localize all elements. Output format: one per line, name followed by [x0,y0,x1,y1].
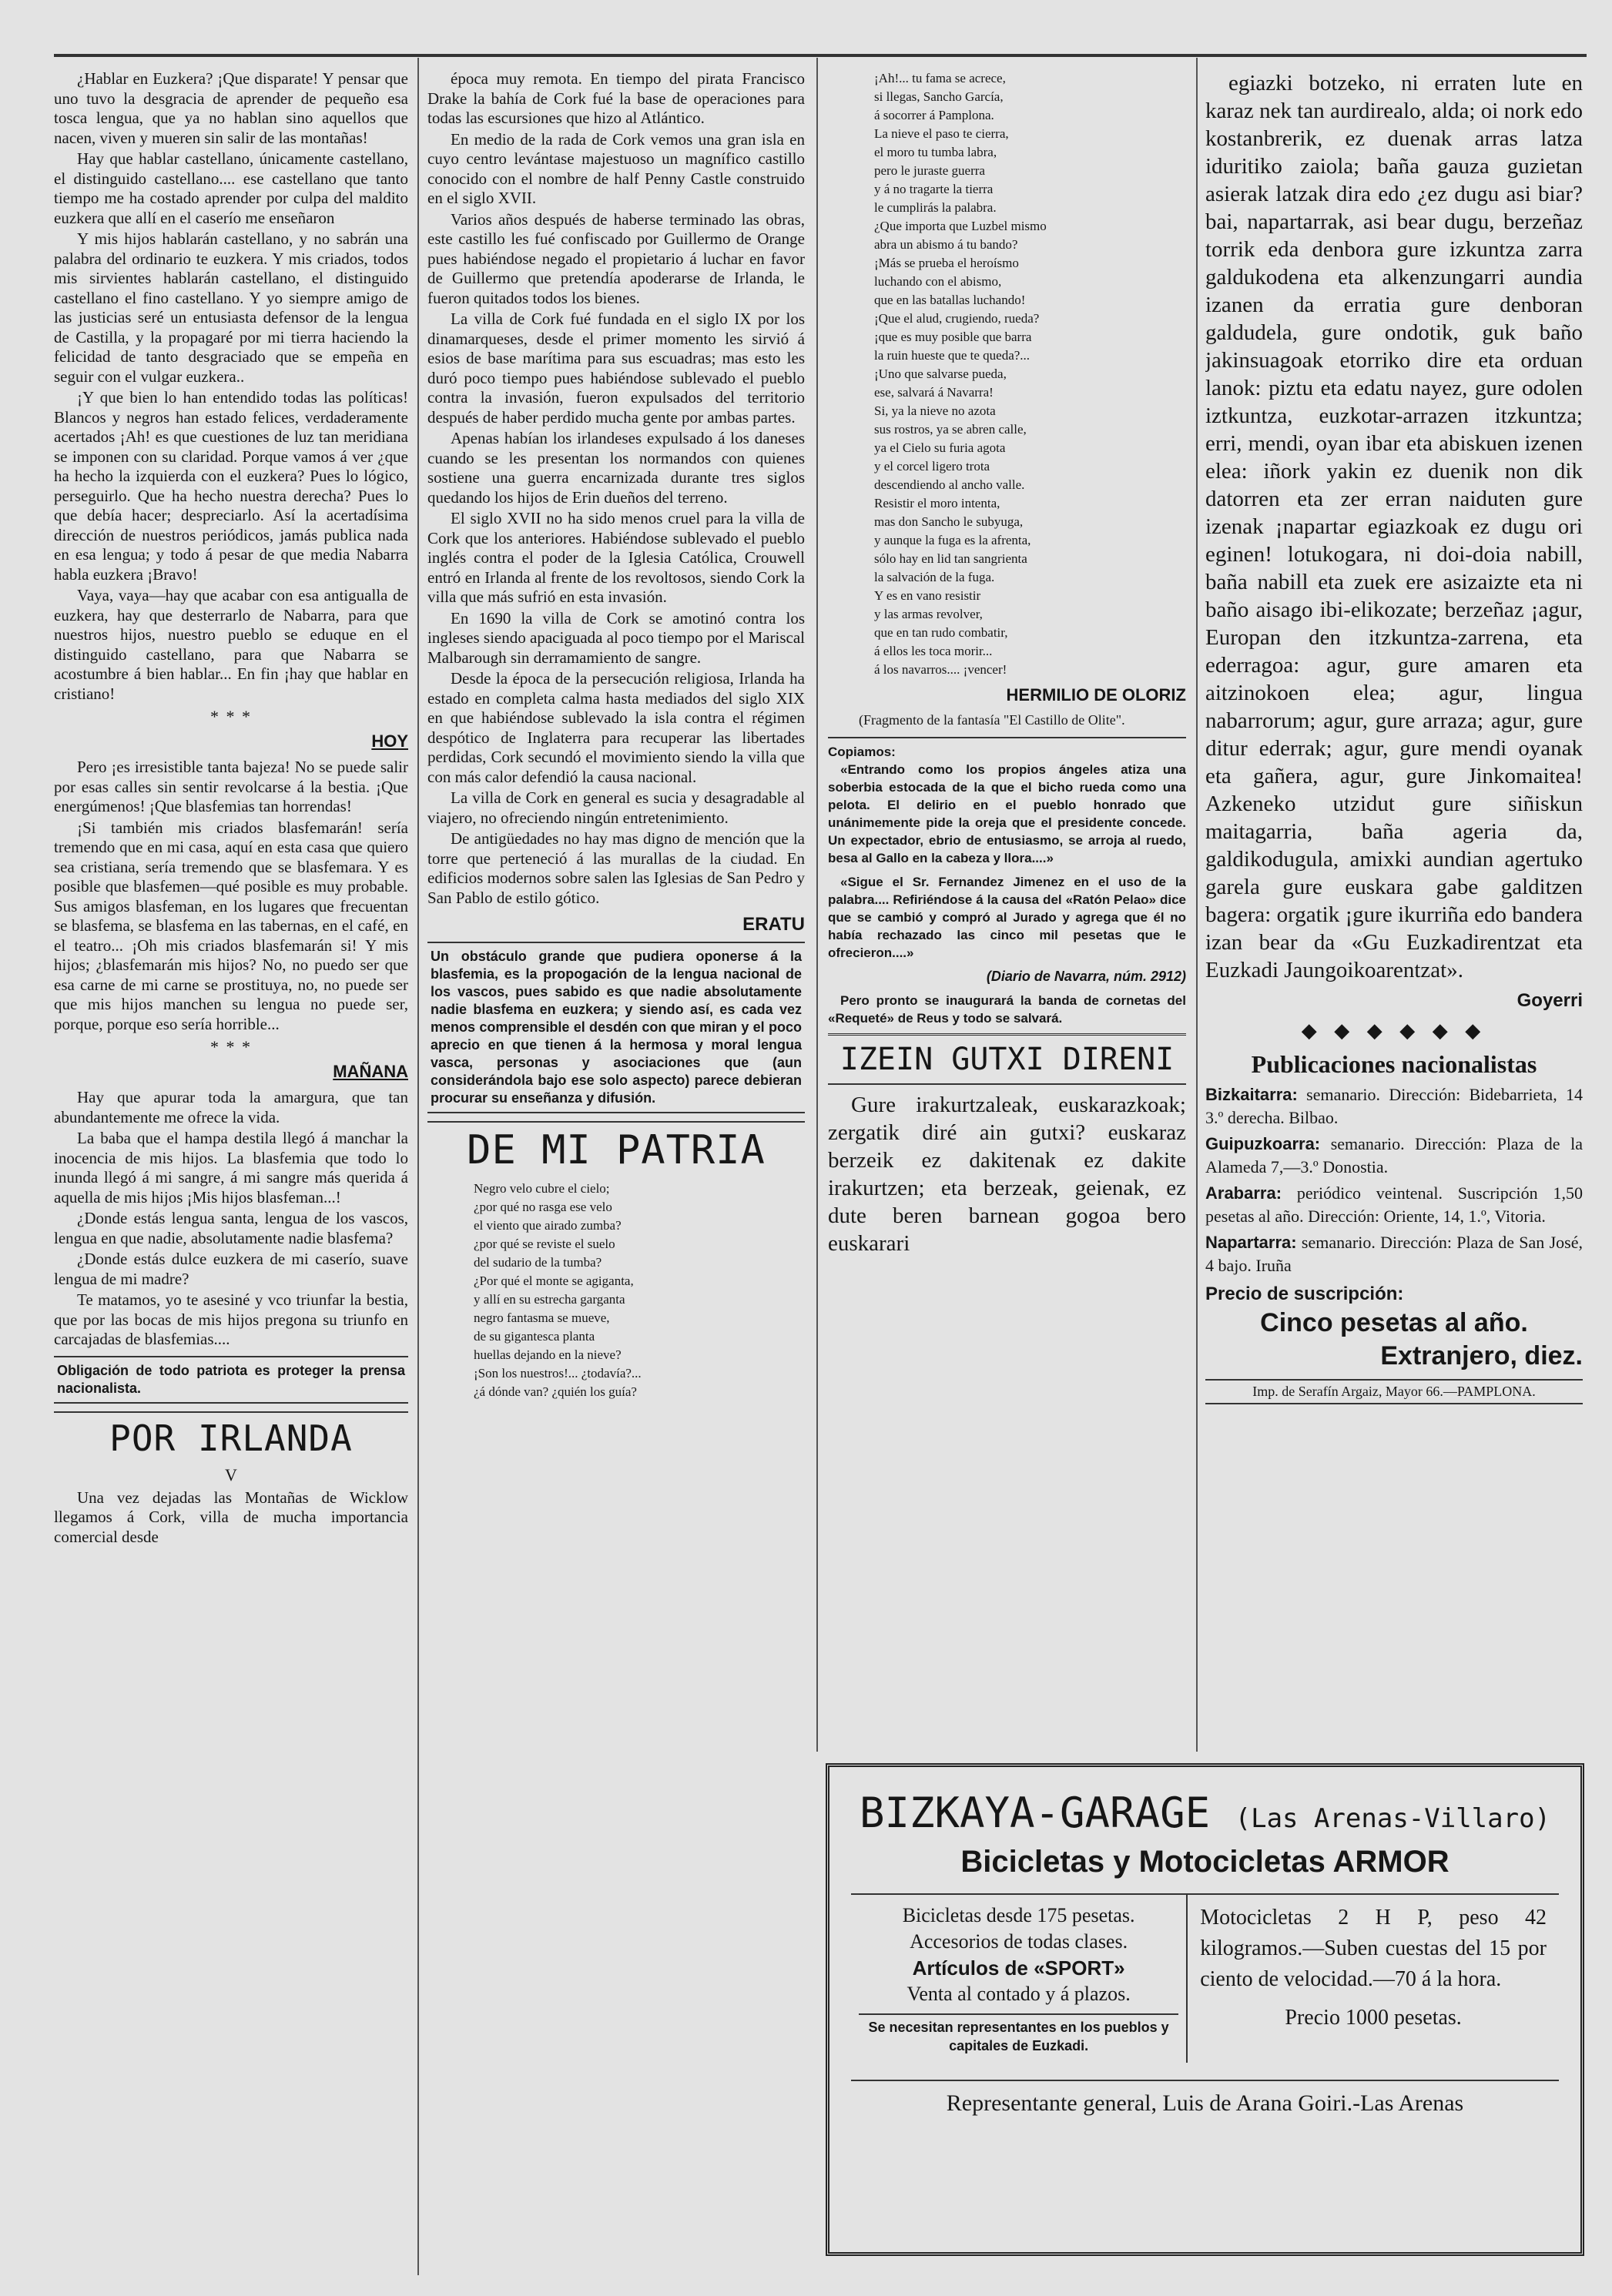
publicaciones-title: Publicaciones nacionalistas [1251,1050,1537,1078]
poem-line: el viento que airado zumba? [474,1218,622,1233]
poem-line: ¡Más se prueba el heroísmo [874,256,1019,270]
ad-moto-text: Motocicletas 2 H P, peso 42 kilogramos.—Suben cuestas del 15 por ciento de velocidad.—70 á la hora. [1200,1906,1547,1991]
poem-line: el moro tu tumba labra, [874,145,997,159]
poem-line: ¿por qué se reviste el suelo [474,1237,615,1251]
paragraph: Hay que apurar toda la amargura, que tan abundantemente me ofrece la vida. [54,1088,408,1126]
patria-poem [427,1180,805,1401]
sancho-poem [828,69,1186,679]
paragraph: Te matamos, yo te asesiné y vco triunfar la bestia, que por las bocas de mis hijos pregona su triunfo en carcajadas de blasfemias.... [54,1290,408,1348]
poem-line: si llegas, Sancho García, [874,89,1004,104]
paragraph: Pero ¡es irresistible tanta bajeza! No se puede salir por esas calles sin sentir revolcarse á la bestia. ¡Que energúmenos! ¡Que blasfemias tan horrendas! [54,758,408,815]
por-irlanda-title: POR IRLANDA [54,1411,408,1459]
poem-line: y á no tragarte la tierra [874,182,994,196]
quote: «Sigue el Sr. Fernandez Jimenez en el uso de la palabra.... Refiriéndose á la causa del «Ratón Pelao» dice que se cambió y compró al Jurado y agrega que él no había rechazado las cinco mil pesetas que le ofrecieron....» [828,875,1186,960]
poem-line: y aunque la fuga es la afrenta, [874,533,1031,547]
ad-body [851,1893,1559,2063]
poem-line: y allí en su estrecha garganta [474,1292,625,1307]
copiamos-section [828,737,1186,1027]
paragraph: ¡Si también mis criados blasfemarán! sería tremendo que en mi casa, aquí en esta casa que quiero sea cristiana, sería tremendo que se blasfemara. Y es posible que blasfemen—qué posible es muy probable. Sus amigos blasfeman, en los lugares que frecuentan se blasfema, se blasfema en las tabernas, en el café, en el teatro... ¡Oh mis criados blasfemarán si! Y mis hijos; ¿blasfemarán mis hijos? No, no puedo ser que esa carne de mi carne se prostituya, no, no puede ser que mis hijos manchen su lengua no puede ser, porque, porque eso sería horrible... [54,818,408,1033]
poem-line: y el corcel ligero trota [874,459,990,474]
signature-goyerri: Goyerri [1516,990,1583,1011]
obligacion-note: Obligación de todo patriota es proteger la prensa nacionalista. [54,1356,408,1404]
ad-left [851,1895,1188,2063]
paragraph: En medio de la rada de Cork vemos una gran isla en cuyo centro levántase majestuoso un magnífico castillo conocido con el nombre de half Penny Castle construido en el siglo XVII. [427,129,805,207]
poem-line: sus rostros, ya se abren calle, [874,422,1027,437]
paragraph: Hay que hablar castellano, únicamente castellano, el distinguido castellano.... ese castellano que tanto tiempo me ha costado aprender por culpa del maldito euzkera que allí en el caserío me enseñaron [54,149,408,227]
poem-line: abra un abismo á tu bando? [874,237,1018,252]
column-divider [417,58,419,2275]
paragraph: En 1690 la villa de Cork se amotinó contra los ingleses siendo apaciguada al poco tiempo por el Mariscal Malbarough sin derramamiento de sangre. [427,608,805,667]
signature-hermilio: HERMILIO DE OLORIZ [1006,685,1186,705]
poem-line: La nieve el paso te cierra, [874,126,1009,141]
column-2 [427,69,805,1401]
ad-line: Artículos de «SPORT» [912,1956,1125,1980]
poem-line: sólo hay en lid tan sangrienta [874,551,1027,566]
poem-line: ¡Uno que salvarse pueda, [874,366,1007,381]
poem-line: le cumplirás la palabra. [874,200,997,215]
paragraph: Varios años después de haberse terminado las obras, este castillo les fué confiscado por Guillermo de Orange pues habiéndose negado el propietario á luchar en favor de Guillermo que pretendía apoderarse de Irlanda, le fueron quitados todos los bienes. [427,209,805,307]
quote-source: (Diario de Navarra, núm. 2912) [986,969,1186,984]
paragraph: La villa de Cork fué fundada en el siglo IX por los dinamarqueses, desde el primer momento les sirvió á esios de base marítima para sus escuadras; mas esto les duró poco tiempo pues habiéndose sublevado el pueblo contra la invasión, fueron expulsados del territorio después de haber perdido mucha gente por ambas partes. [427,310,805,427]
paragraph: ¡Y que bien lo han entendido todas las políticas! Blancos y negros han estado felices, verdaderamente acertados ¡Ah! es que cuestiones de luz tan meridiana se imponen con su claridad. Porque vamos á ver ¿que ha hecho la izquierda con el euzkera? Pues lo lógico, perseguirlo. Que ha hecho nuestra derecha? Pues lo que debía hacer; despreciarlo. Así la acertadísima dirección de nuestros periódicos, jamás publica nada en esa lengua; y todo á pesar de que media Nabarra habla euzkera ¡Bravo! [54,388,408,584]
signature-eratu: ERATU [742,914,805,935]
poem-line: de su gigantesca planta [474,1329,595,1344]
poem-line: ya el Cielo su furia agota [874,440,1006,455]
imprint: Imp. de Serafín Argaiz, Mayor 66.—PAMPLONA. [1205,1379,1583,1404]
section-title-manana: MAÑANA [333,1062,408,1081]
quote: «Entrando como los propios ángeles atiza una soberbia estocada de la que el bicho rueda como una pelota. El delirio en el pueblo honrado que unánimemente pide la oreja que el presidente concede. Un expectador, ebrio de entusiasmo, se arroja al ruedo, besa al Gallo en la cabeza y llora....» [828,762,1186,865]
paragraph: La baba que el hampa destila llegó á manchar la inocencia de mis hijos. La blasfemia que todo lo inunda llegó á mi sangre, á mi sangre más querida á aquella de mis hijos ¡Mis hijos blasfeman...! [54,1129,408,1207]
poem-line: ¿Por qué el monte se agiganta, [474,1274,634,1288]
paragraph: El siglo XVII no ha sido menos cruel para la villa de Cork que los anteriores. Habiéndose sublevado el pueblo inglés contra el poder de la Iglesia Católica, Crouwell entró en Irlanda al frente de los revoltosos, siendo Cork la villa que más sufrió en esta invasión. [427,509,805,606]
poem-line: Y es en vano resistir [874,588,981,603]
asterism: * * * [210,1037,252,1056]
de-mi-patria-title: DE MI PATRIA [427,1121,805,1173]
column-3 [828,69,1186,1259]
ad-price: Precio 1000 pesetas. [1285,2006,1462,2030]
paragraph: Y mis hijos hablarán castellano, y no sabrán una palabra del ordinario te euzkera. Y mis criados, todos mis sirvientes hablarán castellano, el distinguido castellano el fino castellano. Y yo siempre amigo de las justicias seré un entusiasta defensor de la lengua de Castilla, y la propagaré por mi tierra haciendo la felicidad de tanto desgraciado que se empeña en seguir con el vulgar euzkera.. [54,229,408,386]
poem-line: negro fantasma se mueve, [474,1310,610,1325]
publication-item: Arabarra: periódico veintenal. Suscripción 1,50 pesetas al año. Dirección: Oriente, 14, 1.º, Vitoria. [1205,1183,1583,1226]
poem-line: Si, ya la nieve no azota [874,403,996,418]
paragraph: Desde la época de la persecución religiosa, Irlanda ha estado en completa calma hasta mediados del siglo XIX en que habiéndose sublevado la isla contra el régimen despótico de Inglaterra para recuperar las libertades perdidas, Cork secundó el movimiento siendo la villa que con más calor defendió la causa nacional. [427,669,805,786]
paragraph: Apenas habían los irlandeses expulsado á los daneses cuando se les presentan los normandos con quienes sostiene una guerra encarnizada durante tres siglos quedando los hijos de Erin dueños del terreno. [427,429,805,507]
publication-item: Napartarra: semanario. Dirección: Plaza de San José, 4 bajo. Iruña [1205,1233,1583,1275]
poem-line: luchando con el abismo, [874,274,1002,289]
price-label: Precio de suscripción: [1205,1284,1404,1304]
ad-title: BIZKAYA-GARAGE (Las Arenas-Villaro) [859,1789,1551,1837]
publication-item: Guipuzkoarra: semanario. Dirección: Plaza de la Alameda 7,—3.º Donostia. [1205,1134,1583,1176]
price-foreign: Extranjero, diez. [1380,1341,1583,1371]
poem-line: que en las batallas luchando! [874,293,1026,307]
poem-line: ¿á dónde van? ¿quién los guía? [474,1384,637,1399]
paragraph: ¿Donde estás dulce euzkera de mi caserío, suave lengua de mi madre? [54,1250,408,1288]
poem-line: á ellos les toca morir... [874,644,993,658]
paragraph: ¿Donde estás lengua santa, lengua de los vascos, lengua en que nadie, absolutamente nadie blasfema? [54,1209,408,1247]
poem-line: ¡Ah!... tu fama se acrece, [874,71,1006,85]
copiamos-label: Copiamos: [828,745,896,759]
poem-line: á socorrer á Pamplona. [874,108,994,122]
ad-footer: Representante general, Luis de Arana Goiri.-Las Arenas [851,2080,1559,2117]
publication-item: Bizkaitarra: semanario. Dirección: Bidebarrieta, 14 3.º derecha. Bilbao. [1205,1085,1583,1127]
blasfemia-note: Un obstáculo grande que pudiera oponerse á la blasfemia, es la propogación de la lengua nacional de los vascos, pues sabido es que nadie absolutamente nadie blasfema en euzkera; y siendo así, es cada vez menos comprensible el desdén con que miran y el poco aprecio en que tienen á la hermosa y moral lengua vasca, personas y asociaciones que (aun considerándola bajo ese solo aspecto) parece debieran procurar su enseñanza y difusión. [427,942,805,1113]
requete-note: Pero pronto se inaugurará la banda de cornetas del «Requeté» de Reus y todo se salvará. [828,993,1186,1026]
paragraph: Una vez dejadas las Montañas de Wicklow llegamos á Cork, villa de mucha importancia comercial desde [54,1488,408,1546]
poem-line: ¡Son los nuestros!... ¿todavía?... [474,1366,642,1381]
paragraph: Vaya, vaya—hay que acabar con esa antigualla de euzkera, hay que desterrarlo de Nabarra, para que nuestros hijos, nuestro pueblo se eduque en el distinguido castellano, para que Nabarra se acostumbre á bien hablar... En fin ¡hay que hablar en cristiano! [54,586,408,703]
poem-line: ¿por qué no rasga ese velo [474,1200,612,1214]
poem-line: ¿Que importa que Luzbel mismo [874,219,1047,233]
paragraph: egiazki botzeko, ni erraten lute en karaz nek tan aurdirealo, alda; oi nork edo kostanbrerik, ez duenak arras latza iduritiko zaiola; baña gauza guzietan asierak latzak dira edo ¿ez dugu asi biar? bai, napartarrak, asi bear dugu, berzeñaz torrik eda denbora gure izkuntza zarra galdukodena eta alkenzungarri aundia izanen da erratia gure denboran galdudela, gure ondotik, guk baño jakinsuagoak etorriko dire eta orduan lanok: piztu eta edatu nayez, gure odolen iztkuntza, euzkotar-arrazen itzkuntza; erri, mendi, oyan ibar eta abiskuen izenen elea: iñork yakin ez duenik non dik datorren eta zer erran naiduten gure izenak ¡napartar egiazkoak ez dugu ori eginen! lotukogara, ni doi-doia nabill, baña nabill eta zuek ere asizaizte eta ni baño aisago ibi-elikozate; berzeñaz ¡agur, Europan den itzkuntza-zarrena, eta ederragoa: agur, gure amaren eta aitzinokoen elea; agur, lingua nabarrorum; agur, gure arraza; agur, gure ditur ederrak; agur, gure mendi oyanak eta gañera, agur, gure Jinkomaitea! Azkeneko utzidut gure siñiskun maitagarria, baña ageria da, galdikodugula, amixki aundian agertuko garela gure euskara gabe galditzen bagera: orgatik ¡gure ikurriña edo bandera izan bear da «Gu Euzkadirentzat eta Euzkadi Jaungoikoarentzat». [1205,71,1583,982]
chapter-number: V [225,1464,237,1484]
paragraph: De antigüedades no hay mas digno de mención que la torre que perteneció á las murallas de la ciudad. En edificios modernos sobre salen las Iglesias de San Pedro y San Pablo de estilo gótico. [427,829,805,907]
poem-line: ¡Que el alud, crugiendo, rueda? [874,311,1040,326]
paragraph: La villa de Cork en general es sucia y desagradable al viajero, no ofreciendo ningún entretenimiento. [427,788,805,827]
poem-line: á los navarros.... ¡vencer! [874,662,1007,677]
column-4 [1205,69,1583,1404]
top-rule [54,54,1587,57]
poem-line: Resistir el moro intenta, [874,496,1000,510]
column-1 [54,69,408,1548]
poem-line: y las armas revolver, [874,607,983,621]
ad-subtitle: Bicicletas y Motocicletas ARMOR [960,1845,1449,1879]
poem-credit: (Fragmento de la fantasía "El Castillo de Olite". [859,712,1125,728]
poem-line: que en tan rudo combatir, [874,625,1008,640]
paragraph: Gure irakurtzaleak, euskarazkoak; zergatik diré ain gutxi? euskaraz berzeik ez dakitenak ez dakite irakurtzen; eta berzeak, geienak, ez dute beren barnean gogoa bero euskarari [828,1093,1186,1256]
poem-line: la ruin hueste que te queda?... [874,348,1031,363]
asterism: * * * [210,707,252,726]
ornament: ◆ ◆ ◆ ◆ ◆ ◆ [1301,1019,1487,1042]
poem-line: descendiendo al ancho valle. [874,477,1025,492]
ad-line: Bicicletas desde 175 pesetas. [902,1904,1135,1926]
paragraph: ¿Hablar en Euzkera? ¡Que disparate! Y pensar que uno tuvo la desgracia de aprender de pequeño esa tosca lengua, que ya no hablan sino aquellos que nacen, viven y mueren sin salir de las montañas! [54,69,408,147]
poem-line: del sudario de la tumba? [474,1255,602,1270]
poem-line: la salvación de la fuga. [874,570,995,584]
izein-title: IZEIN GUTXI DIRENI [828,1033,1186,1085]
poem-line: mas don Sancho le subyuga, [874,514,1024,529]
section-title-hoy: HOY [371,731,408,751]
column-divider [816,58,818,1752]
column-divider [1196,58,1198,1752]
poem-line: ¡que es muy posible que barra [874,330,1032,344]
poem-line: ese, salvará á Navarra! [874,385,994,400]
poem-line: pero le juraste guerra [874,163,985,178]
price-local: Cinco pesetas al año. [1260,1308,1528,1337]
paragraph: época muy remota. En tiempo del pirata Francisco Drake la bahía de Cork fué la base de operaciones para todas las escursiones que hizo al Atlántico. [427,69,805,127]
poem-line: Negro velo cubre el cielo; [474,1181,610,1196]
garage-advertisement [826,1763,1584,2256]
ad-line: Accesorios de todas clases. [910,1930,1128,1953]
poem-line: huellas dejando en la nieve? [474,1347,622,1362]
ad-line: Venta al contado y á plazos. [907,1983,1131,2005]
ad-right [1188,1895,1559,2063]
ad-note: Se necesitan representantes en los pueblos y capitales de Euzkadi. [859,2013,1178,2055]
